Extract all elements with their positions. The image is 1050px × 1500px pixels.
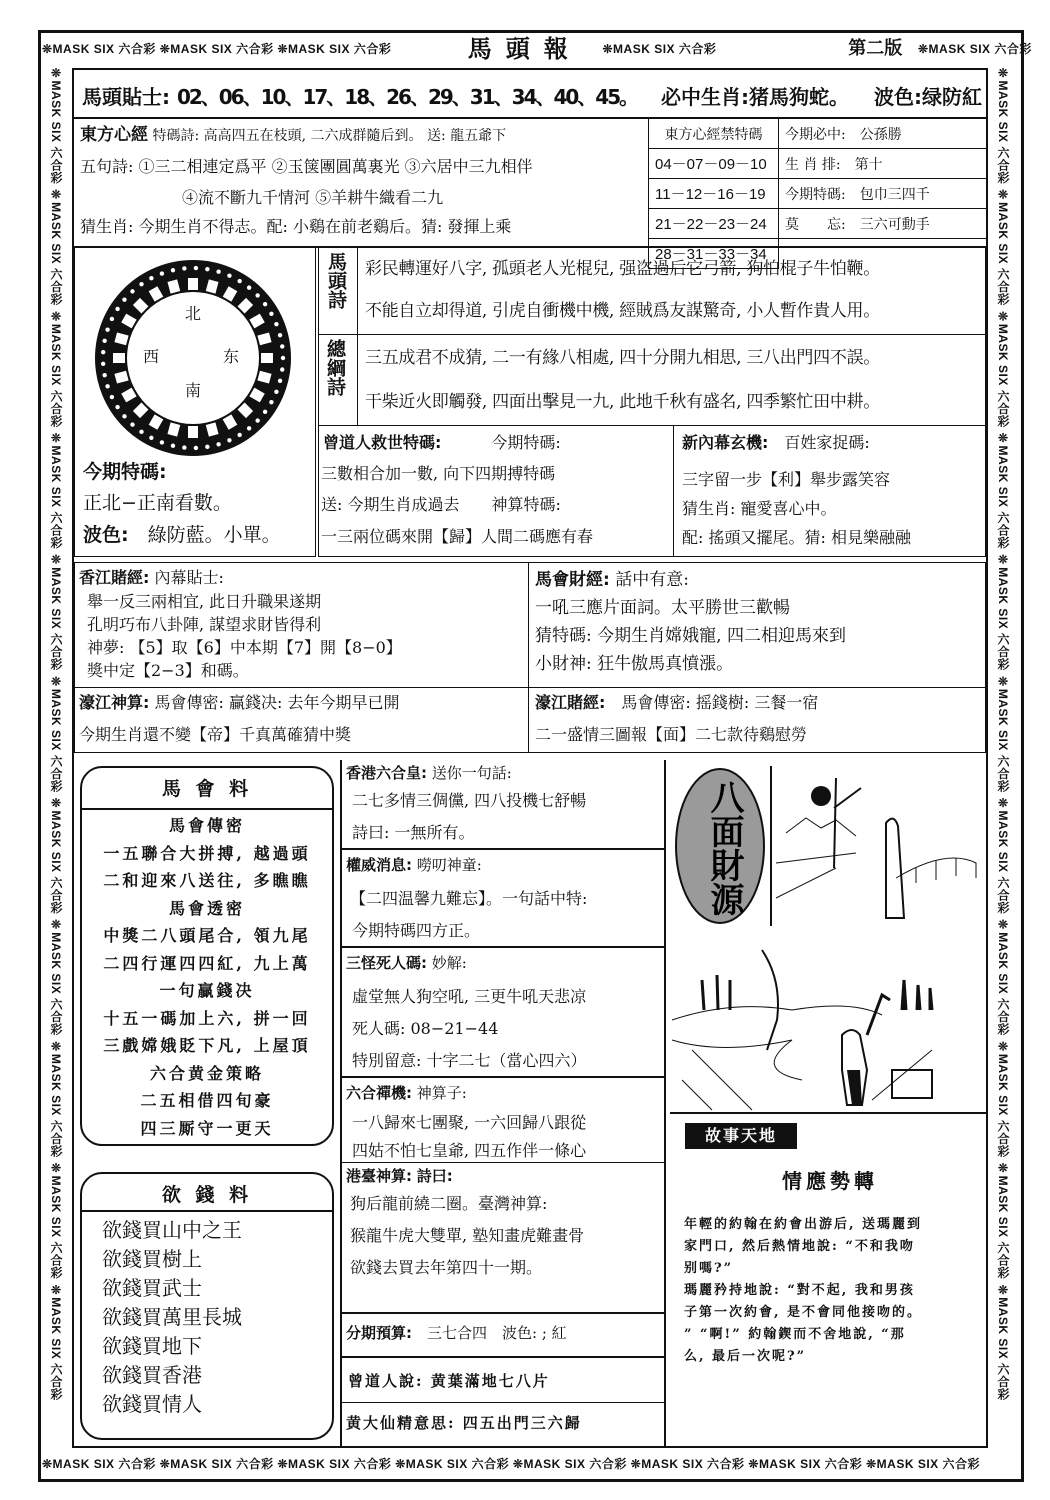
tips-numbers: 02、06、10、17、18、26、29、31、34、40、45。 xyxy=(176,85,638,109)
banner-oval xyxy=(672,766,768,926)
wheel-number-mark xyxy=(269,400,273,404)
section-title: 分期預算: xyxy=(346,1324,412,1342)
section-title: 曾道人救世特碼: xyxy=(323,433,442,452)
wheel-number-mark xyxy=(247,426,251,430)
story-line: 年輕的約翰在約會出游后, 送瑪麗到 xyxy=(684,1217,923,1232)
special-code-cell: 今期特碼: 包巾三四千 xyxy=(779,179,987,209)
story-line: ” “啊!” 約翰鍥而不舍地說, “那 xyxy=(684,1327,906,1342)
ban-row: 28－31－33－34 xyxy=(649,239,779,269)
dongfang-line: 特碼詩: 高高四五在枝頭, 二六成群隨后到。 送: 龍五爺下 xyxy=(152,128,507,144)
text-line: 小財神: 狂牛傲馬真憤漲。 xyxy=(535,654,734,674)
banner-text: 八面財源 xyxy=(704,780,744,916)
section-sub: 今期特碼: xyxy=(491,433,561,452)
section-title: 新內幕玄機: xyxy=(682,433,769,452)
zodiac-value: 猪馬狗蛇。 xyxy=(749,85,850,109)
section-title: 濠江賭經: xyxy=(535,693,606,712)
haojiang-shensuan-box xyxy=(74,687,529,753)
ban-row: 21－22－23－24 xyxy=(649,209,779,239)
wheel-number-mark xyxy=(115,307,119,311)
text-line: 【二四温馨九難忘】。一句話中特: xyxy=(350,889,588,908)
zonggang-poem-title: 總綱詩 xyxy=(324,339,346,396)
wheel-number-mark xyxy=(130,422,134,426)
wheel-number-mark xyxy=(216,270,220,274)
middle-column xyxy=(340,760,666,1446)
mid-section-0 xyxy=(342,760,664,850)
compass-north: 北 xyxy=(185,304,202,323)
text-line: 一三兩位碼來開【歸】人間二碼應有春 xyxy=(321,527,594,546)
wheel-number-mark xyxy=(171,444,175,448)
zodiac-rank-cell: 生 肖 排: 第十 xyxy=(779,149,987,179)
story-tag: 故事天地 xyxy=(685,1123,797,1149)
wheel-number-mark xyxy=(205,445,209,449)
text-line: 二四行運四四紅, 九上萬 xyxy=(103,953,311,973)
text-line: 今期特碼四方正。 xyxy=(352,921,481,940)
section-sub: 馬會傳密: 贏錢决: 去年今期早已開 xyxy=(154,693,400,712)
section-sub: 三七合四 波色: ; 紅 xyxy=(427,1324,567,1342)
zengdaoren-says: 曾道人說: 黄葉滿地七八片 xyxy=(348,1372,550,1390)
wheel-number-mark xyxy=(105,327,109,331)
yuqian-lines xyxy=(102,1216,242,1419)
box-title: 欲 錢 料 xyxy=(161,1184,253,1206)
text-line: 詩曰: 一無所有。 xyxy=(352,823,475,842)
edition-label: 第二版 xyxy=(848,38,903,59)
wheel-number-mark xyxy=(139,430,143,434)
text-line: 欲錢去買去年第四十一期。 xyxy=(350,1258,543,1277)
box-title: 馬 會 料 xyxy=(161,778,253,800)
mid-section-2 xyxy=(342,948,664,1078)
section-sub: 馬會傳密: 摇錢樹: 三餐一宿 xyxy=(621,693,819,712)
border-band-top xyxy=(42,34,1032,64)
border-band-top-left: ❊MASK SIX 六合彩 ❊MASK SIX 六合彩 ❊MASK SIX 六合彩 xyxy=(42,42,392,56)
wheel-number-mark xyxy=(101,350,105,354)
section-sub: 詩曰: xyxy=(416,1167,453,1185)
wheel-number-mark xyxy=(182,266,186,270)
mahui-liao-lines xyxy=(82,812,332,1142)
section-sub: 百姓家捉碼: xyxy=(784,433,870,452)
compass-west: 西 xyxy=(143,347,160,366)
text-line: 猜特碼: 今期生肖嫦娥寵, 四二相迎馬來到 xyxy=(535,626,846,646)
text-line: 欲錢買香港 xyxy=(102,1363,202,1387)
text-line: 舉一反三兩相宜, 此日升職果遂期 xyxy=(87,592,322,611)
wheel-number-mark xyxy=(280,367,284,371)
mid-section-5 xyxy=(342,1314,664,1358)
text-line: 獎中定【2−3】和碼。 xyxy=(87,661,249,680)
zodiac-label: 必中生肖: xyxy=(661,85,750,109)
text-line: 孔明巧布八卦陣, 謀望求財皆得利 xyxy=(87,615,322,634)
wheel-number-mark xyxy=(278,333,282,337)
compass-special-label: 今期特碼: xyxy=(83,461,167,483)
wheel-slot xyxy=(188,278,198,290)
tips-row xyxy=(82,84,637,110)
mid-section-1 xyxy=(342,850,664,948)
wheel-number-mark xyxy=(102,339,106,343)
wheel-slot xyxy=(188,426,198,438)
dongfang-line: 五句詩: ①三二相連定爲平 ②玉箧團圓萬裏光 ③六居中三九相伴 xyxy=(80,157,533,176)
text-line: 配: 搖頭又擺尾。猜: 相見樂融融 xyxy=(682,528,911,547)
section-title: 權威消息: xyxy=(346,856,412,874)
subheading: 六合黄金策略 xyxy=(149,1063,264,1083)
color-label: 波色: xyxy=(874,85,922,109)
wheel-number-mark xyxy=(160,271,164,275)
text-line: 一八歸來七團聚, 一六回歸八跟從 xyxy=(352,1113,587,1132)
text-line: 送: 今期生肖成過去 神算特碼: xyxy=(321,495,561,514)
mid-section-4 xyxy=(342,1162,664,1314)
haojiang-dujing-box xyxy=(528,687,986,753)
wheel-number-mark xyxy=(194,446,198,450)
section-title: 香江賭經: xyxy=(79,568,150,587)
mahui-liao-box xyxy=(80,766,334,1146)
story-title: 情應勢轉 xyxy=(782,1169,878,1193)
dongfang-title: 東方心經 xyxy=(80,125,148,145)
text-line: 猴龍牛虎大雙單, 塾知畫虎難畫骨 xyxy=(350,1226,585,1245)
matou-poem-title: 馬頭詩 xyxy=(325,252,347,309)
text-line: 欲錢買樹上 xyxy=(102,1247,202,1271)
wheel-number-mark xyxy=(149,436,153,440)
border-band-bottom: ❊MASK SIX 六合彩 ❊MASK SIX 六合彩 ❊MASK SIX 六合彩 ❊MASK SIX 六合彩 ❊MASK SIX 六合彩 ❊MASK SIX 六合彩 ❊MASK SIX 六合彩 ❊MASK SIX 六合彩 xyxy=(42,1457,981,1471)
section-title: 港臺神算: xyxy=(346,1167,412,1185)
story-line: 子第一次約會, 是不會同他接吻的。 xyxy=(684,1305,923,1320)
compass-box xyxy=(74,247,316,557)
text-line: 二和迎來八送往, 多瞧瞧 xyxy=(103,871,311,890)
wheel-number-mark xyxy=(247,285,251,289)
wheel-slot xyxy=(113,353,125,363)
wheel-number-mark xyxy=(139,282,143,286)
wheel-number-mark xyxy=(227,274,231,278)
border-band-left: ❊MASK SIX 六合彩 ❊MASK SIX 六合彩 ❊MASK SIX 六合彩 ❊MASK SIX 六合彩 ❊MASK SIX 六合彩 ❊MASK SIX 六合彩 ❊MASK SIX 六合彩 ❊MASK SIX 六合彩 ❊MASK SIX 六合彩 ❊MASK SIX 六合彩 ❊MASK SIX 六合彩 xyxy=(49,66,63,1401)
must-win-cell: 今期必中: 公孫勝 xyxy=(779,119,987,149)
wheel-number-mark xyxy=(255,293,259,297)
text-line: 欲錢買地下 xyxy=(102,1334,202,1358)
text-line: 二一盛情三圖報【面】二七款待鷄慰勞 xyxy=(535,725,808,744)
wheel-number-mark xyxy=(160,440,164,444)
border-band-right: ❊MASK SIX 六合彩 ❊MASK SIX 六合彩 ❊MASK SIX 六合彩 ❊MASK SIX 六合彩 ❊MASK SIX 六合彩 ❊MASK SIX 六合彩 ❊MASK SIX 六合彩 ❊MASK SIX 六合彩 ❊MASK SIX 六合彩 ❊MASK SIX 六合彩 ❊MASK SIX 六合彩 xyxy=(996,66,1010,1401)
wheel-number-mark xyxy=(115,405,119,409)
text-line: 死人碼: 08−21−44 xyxy=(352,1019,499,1038)
wheel-number-mark xyxy=(101,362,105,366)
ban-table-header: 東方心經禁特碼 xyxy=(649,119,779,149)
wheel-number-mark xyxy=(205,267,209,271)
section-title: 香港六合皇: xyxy=(346,764,427,782)
poem-line: 三五成君不成猜, 二一有緣八相處, 四十分開九相思, 三八出門四不誤。 xyxy=(365,348,880,368)
border-band-top-mid: ❊MASK SIX 六合彩 xyxy=(602,42,717,56)
farmer-illustration-icon xyxy=(672,940,982,1110)
wheel-number-mark xyxy=(263,302,267,306)
subheading: 馬會傳密 xyxy=(168,816,245,835)
text-line: 十五一碼加上六, 拼一回 xyxy=(103,1008,311,1028)
compass-east: 东 xyxy=(223,347,240,366)
ban-row: 04－07－09－10 xyxy=(649,149,779,179)
section-sub: 內幕貼士: xyxy=(154,568,224,587)
text-line: 欲錢買萬里長城 xyxy=(102,1305,242,1329)
poem-line: 彩民轉運好八字, 孤頭老人光棍兒, 强盗過后它弓箭, 狗怕棍子牛怕鞭。 xyxy=(365,259,880,279)
wheel-number-mark xyxy=(216,442,220,446)
section-sub: 神算子: xyxy=(416,1084,467,1102)
text-line: 三戲嫦娥貶下凡, 上屋頂 xyxy=(103,1036,311,1055)
dont-forget-cell: 莫 忘: 三六可動手 xyxy=(779,209,987,239)
wheel-number-mark xyxy=(269,312,273,316)
text-line: 特別留意: 十字二七（當心四六） xyxy=(352,1051,587,1070)
poem-line: 不能自立却得道, 引虎自衝機中機, 經賊爲友謀驚奇, 小人暫作貴人用。 xyxy=(365,301,880,321)
wheel-number-mark xyxy=(110,395,114,399)
text-line: 三字留一步【利】舉步露笑容 xyxy=(682,470,891,489)
wheel-number-mark xyxy=(237,433,241,437)
wheel-number-mark xyxy=(255,418,259,422)
wheel-number-mark xyxy=(281,356,285,360)
dongfang-line: ④流不斷九千情河 ⑤羊耕牛織看二九 xyxy=(182,188,444,207)
text-line: 四三厮守一更天 xyxy=(140,1118,274,1138)
compass-south: 南 xyxy=(185,381,202,400)
border-band-top-right: ❊MASK SIX 六合彩 xyxy=(918,42,1032,56)
section-title: 六合禪機: xyxy=(346,1084,412,1102)
wheel-number-mark xyxy=(274,390,278,394)
compass-color-label: 波色: xyxy=(83,524,129,546)
wheel-number-mark xyxy=(274,322,278,326)
text-line: 神夢: 【5】取【6】中本期【7】開【8−0】 xyxy=(87,638,402,657)
compass-special-value: 正北−正南看數。 xyxy=(83,492,232,514)
wheel-number-mark xyxy=(263,410,267,414)
section-sub: 嘮叨神童: xyxy=(416,856,482,874)
story-line: 瑪麗矜持地說: “對不起, 我和男孩 xyxy=(684,1283,915,1298)
text-line: 今期生肖還不變【帝】千真萬確猜中獎 xyxy=(79,725,352,744)
scholar-illustration-icon xyxy=(776,768,976,928)
text-line: 猜生肖: 寵愛喜心中。 xyxy=(682,499,837,518)
compass-color-value: 綠防藍。小單。 xyxy=(147,524,281,546)
masthead-title: 馬頭報 xyxy=(467,35,582,63)
zonggang-poem xyxy=(318,334,986,426)
wheel-number-mark xyxy=(130,289,134,293)
text-line: 欲錢買武士 xyxy=(102,1276,202,1300)
text-line: 欲錢買情人 xyxy=(102,1392,202,1416)
xiangjiang-box xyxy=(74,562,529,688)
text-line: 一吼三應片面詞。太平勝世三歡暢 xyxy=(535,598,790,618)
tips-label: 馬頭貼士: xyxy=(82,85,170,109)
story-body xyxy=(684,1214,922,1368)
text-line: 中獎二八頭尾合, 領九尾 xyxy=(103,926,311,945)
wheel-number-mark xyxy=(122,414,126,418)
compass-wheel-icon xyxy=(93,258,293,458)
wheel-number-mark xyxy=(278,379,282,383)
wheel-number-mark xyxy=(149,276,153,280)
text-line: 欲錢買山中之王 xyxy=(102,1218,242,1242)
text-line: 虛堂無人狗空吼, 三更牛吼天悲凉 xyxy=(352,987,587,1006)
matou-poem xyxy=(318,247,986,335)
text-line: 一五聯合大拼搏, 越過頭 xyxy=(103,843,311,863)
wheel-number-mark xyxy=(227,438,231,442)
text-line: 二五相借四旬豪 xyxy=(140,1091,274,1110)
wheel-number-mark xyxy=(122,297,126,301)
dongfang-line: 猜生肖: 今期生肖不得志。配: 小鷄在前老鷄后。猜: 發揮上乘 xyxy=(80,217,512,236)
story-line: 么, 最后一次呢?” xyxy=(684,1349,807,1364)
wheel-slot xyxy=(261,353,273,363)
wheel-number-mark xyxy=(105,384,109,388)
section-sub: 話中有意: xyxy=(615,570,689,590)
huangdaxian-line: 黄大仙精意思: 四五出門三六歸 xyxy=(346,1414,582,1432)
text-line: 狗后龍前繞二圈。臺灣神算: xyxy=(350,1194,548,1213)
wheel-number-mark xyxy=(110,317,114,321)
neimu-box xyxy=(673,425,986,557)
color-value: 绿防紅 xyxy=(922,85,982,109)
subheading: 馬會透密 xyxy=(168,898,245,918)
wheel-number-mark xyxy=(182,445,186,449)
wheel-number-mark xyxy=(237,279,241,283)
text-line: 三數相合加一數, 向下四期搏特碼 xyxy=(321,464,556,483)
wheel-number-mark xyxy=(194,266,198,270)
wheel-number-mark xyxy=(171,268,175,272)
text-line: 二七多情三倜儻, 四八投機七舒暢 xyxy=(352,791,587,810)
zodiac-row xyxy=(661,84,982,110)
zengdaoren-box xyxy=(318,425,674,557)
wheel-number-mark xyxy=(102,373,106,377)
mid-section-3 xyxy=(342,1078,664,1162)
section-sub: 送你一句話: xyxy=(431,764,512,782)
yuqian-liao-box xyxy=(80,1172,334,1440)
story-line: 家門口, 然后熱情地說: “不和我吻 xyxy=(684,1239,915,1254)
section-sub: 妙解: xyxy=(431,954,467,972)
section-title: 馬會財經: xyxy=(535,570,610,590)
ban-row: 11－12－16－19 xyxy=(649,179,779,209)
wheel-number-mark xyxy=(280,344,284,348)
poem-line: 干柴近火即觸發, 四面出擊見一九, 此地千秋有盛名, 四季繁忙田中耕。 xyxy=(365,392,880,412)
section-title: 濠江神算: xyxy=(79,693,150,712)
caijing-box xyxy=(528,562,986,688)
text-line: 四姑不怕七皇爺, 四五作伴一條心 xyxy=(352,1141,587,1160)
subheading: 一句贏錢决 xyxy=(159,981,255,1000)
story-line: 别嗎?” xyxy=(684,1261,734,1276)
section-title: 三怪死人碼: xyxy=(346,954,427,972)
